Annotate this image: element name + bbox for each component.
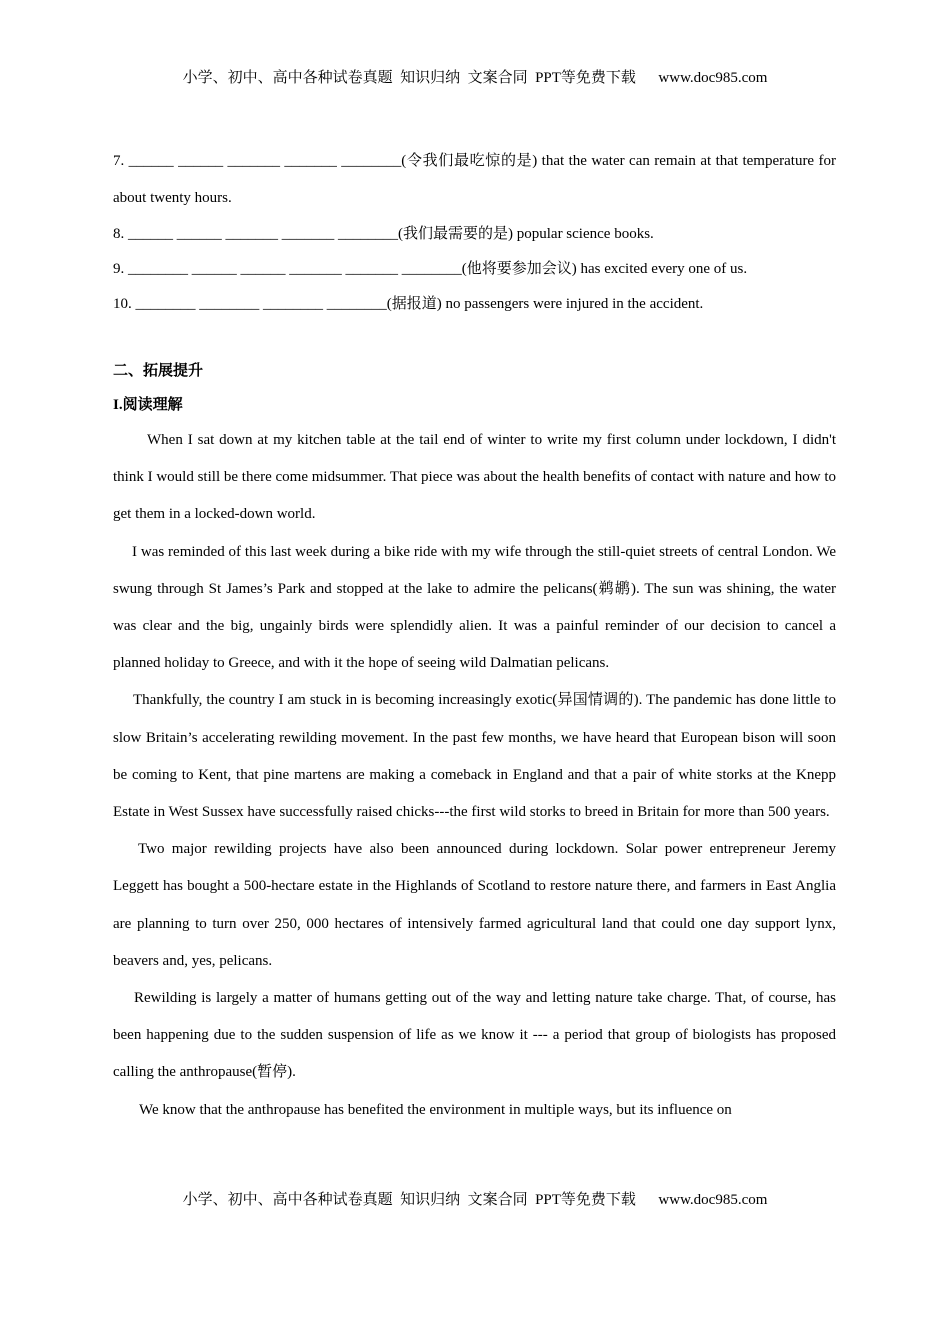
passage-paragraph-3: Thankfully, the country I am stuck in is becoming increasingly exotic(异国情调的). The pandemic has done little to slow Britain’s accelerating rewilding movement. In the past few months, we have heard that European bison will soon be coming to Kent, that pine martens are making a comeback in England and that a pair of white storks at the Knepp Estate in West Sussex have successfully raised chicks---the first wild storks to breed in Britain for more than 500 years.: [113, 692, 836, 821]
question-9: 9. ________ ______ ______ _______ _______ ________(他将要参加会议) has excited every one of us.: [113, 261, 748, 277]
subsection-title: I.阅读理解: [113, 397, 183, 413]
page-footer: 小学、初中、高中各种试卷真题 知识归纳 文案合同 PPT等免费下载 www.doc985.com: [182, 1192, 768, 1208]
question-7: 7. ______ ______ _______ _______ ________(令我们最吃惊的是) that the water can remain at that temperature for about twenty hours.: [113, 153, 836, 206]
question-8: 8. ______ ______ _______ _______ ________(我们最需要的是) popular science books.: [113, 226, 654, 242]
passage-paragraph-4: Two major rewilding projects have also been announced during lockdown. Solar power entrepreneur Jeremy Leggett has bought a 500-hectare estate in the Highlands of Scotland to restore nature there, and farmers in East Anglia are planning to turn over 250, 000 hectares of intensively farmed agricultural land that could one day support lynx, beavers and, yes, pelicans.: [113, 841, 836, 969]
passage-paragraph-2: I was reminded of this last week during a bike ride with my wife through the still-quiet streets of central London. We swung through St James’s Park and stopped at the lake to admire the pelicans(鹈鹕). The sun was shining, the water was clear and the big, ungainly birds were splendidly alien. It was a painful reminder of our decision to cancel a planned holiday to Greece, and with it the hope of seeing wild Dalmatian pelicans.: [113, 543, 836, 672]
passage-paragraph-5: Rewilding is largely a matter of humans getting out of the way and letting nature take charge. That, of course, has been happening due to the sudden suspension of life as we know it --- a period that group of biologists has proposed calling the anthropause(暂停).: [113, 990, 836, 1081]
passage-paragraph-6: We know that the anthropause has benefited the environment in multiple ways, but its influence on: [139, 1101, 732, 1118]
passage-paragraph-1: When I sat down at my kitchen table at the tail end of winter to write my first column under lockdown, I didn't think I would still be there come midsummer. That piece was about the health benefits of contact with nature and how to get them in a locked-down world.: [113, 432, 836, 523]
question-10: 10. ________ ________ ________ ________(据报道) no passengers were injured in the accident.: [113, 296, 704, 312]
page-header: 小学、初中、高中各种试卷真题 知识归纳 文案合同 PPT等免费下载 www.doc985.com: [182, 70, 768, 86]
section-title: 二、拓展提升: [113, 363, 204, 379]
document-body: [113, 143, 836, 1129]
